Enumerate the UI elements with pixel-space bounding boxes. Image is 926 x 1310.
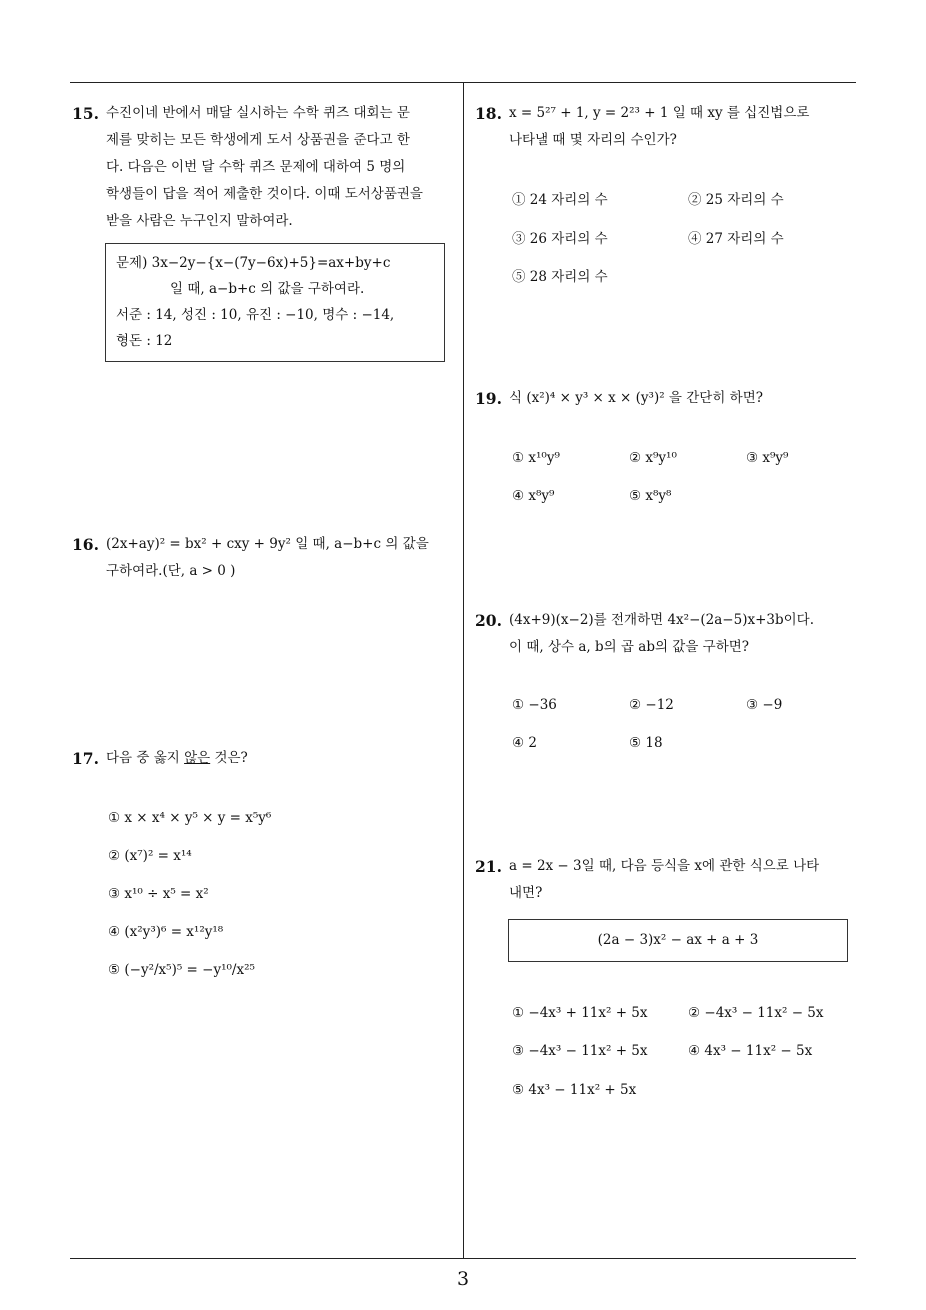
choice-5[interactable]: ⑤ 4x³ − 11x² + 5x (512, 1082, 637, 1098)
box-line: 일 때, a−b+c 의 값을 구하여라. (170, 281, 365, 297)
choice-1[interactable]: ① 24 자리의 수 (512, 192, 608, 208)
question-15 (72, 100, 457, 235)
question-number: 20. (475, 611, 502, 630)
problem-box (105, 243, 445, 362)
choice-3[interactable]: ③ x⁹y⁹ (746, 450, 789, 466)
choice-3[interactable]: ③ −4x³ − 11x² + 5x (512, 1043, 648, 1059)
choice-1[interactable]: ① −36 (512, 697, 557, 713)
question-number: 16. (72, 535, 99, 554)
choice-3[interactable]: ③ x¹⁰ ÷ x⁵ = x² (108, 886, 209, 902)
question-20 (475, 607, 860, 661)
page-number: 3 (456, 1268, 470, 1290)
question-line: 나타낼 때 몇 자리의 수인가? (509, 132, 677, 148)
choice-4[interactable]: ④ 4x³ − 11x² − 5x (688, 1043, 813, 1059)
question-16 (72, 531, 457, 585)
question-number: 21. (475, 857, 502, 876)
question-line: 학생들이 답을 적어 제출한 것이다. 이때 도서상품권을 (106, 186, 423, 202)
choice-5[interactable]: ⑤ 18 (629, 735, 663, 751)
question-line: 구하여라.(단, a > 0 ) (106, 563, 236, 579)
question-line: 내면? (509, 885, 543, 901)
choice-4[interactable]: ④ 27 자리의 수 (688, 231, 784, 247)
choice-1[interactable]: ① x¹⁰y⁹ (512, 450, 560, 466)
choice-1[interactable]: ① −4x³ + 11x² + 5x (512, 1005, 648, 1021)
question-line: a = 2x − 3일 때, 다음 등식을 x에 관한 식으로 나타 (509, 858, 820, 874)
choice-3[interactable]: ③ −9 (746, 697, 783, 713)
choice-2[interactable]: ② x⁹y¹⁰ (629, 450, 677, 466)
choice-4[interactable]: ④ (x²y³)⁶ = x¹²y¹⁸ (108, 924, 224, 940)
question-line: 다. 다음은 이번 달 수학 퀴즈 문제에 대하여 5 명의 (106, 159, 406, 175)
question-text: 다음 중 옳지 (106, 750, 185, 766)
bottom-rule (70, 1258, 856, 1259)
question-number: 19. (475, 389, 502, 408)
question-number: 15. (72, 104, 99, 123)
choice-2[interactable]: ② −4x³ − 11x² − 5x (688, 1005, 824, 1021)
box-line: 문제) 3x−2y−{x−(7y−6x)+5}=ax+by+c (116, 255, 391, 271)
expression-box: (2a − 3)x² − ax + a + 3 (508, 919, 848, 962)
choice-5[interactable]: ⑤ 28 자리의 수 (512, 269, 608, 285)
box-line: 서준 : 14, 성진 : 10, 유진 : −10, 명수 : −14, (116, 307, 395, 323)
question-line: 제를 맞히는 모든 학생에게 도서 상품권을 준다고 한 (106, 132, 410, 148)
question-line: x = 5²⁷ + 1, y = 2²³ + 1 일 때 xy 를 십진법으로 (509, 105, 810, 121)
question-text-underlined: 않은 (184, 750, 211, 766)
question-21 (475, 853, 860, 907)
question-line: 받을 사람은 누구인지 말하여라. (106, 213, 293, 229)
choice-3[interactable]: ③ 26 자리의 수 (512, 231, 608, 247)
question-19 (475, 385, 860, 412)
choice-1[interactable]: ① x × x⁴ × y⁵ × y = x⁵y⁶ (108, 810, 272, 826)
question-line: (4x+9)(x−2)를 전개하면 4x²−(2a−5)x+3b이다. (509, 612, 814, 628)
choice-4[interactable]: ④ 2 (512, 735, 537, 751)
choice-2[interactable]: ② 25 자리의 수 (688, 192, 784, 208)
choice-5[interactable]: ⑤ x⁸y⁸ (629, 488, 672, 504)
box-line: 형돈 : 12 (116, 333, 173, 349)
choice-4[interactable]: ④ x⁸y⁹ (512, 488, 555, 504)
question-18 (475, 100, 860, 154)
choice-5[interactable]: ⑤ (−y²/x⁵)⁵ = −y¹⁰/x²⁵ (108, 962, 255, 978)
question-line: 식 (x²)⁴ × y³ × x × (y³)² 을 간단히 하면? (509, 390, 763, 406)
choice-2[interactable]: ② (x⁷)² = x¹⁴ (108, 848, 192, 864)
column-divider (463, 82, 464, 1259)
question-number: 18. (475, 104, 502, 123)
question-line: (2x+ay)² = bx² + cxy + 9y² 일 때, a−b+c 의 값을 (106, 536, 429, 552)
question-17 (72, 745, 457, 772)
question-text: 것은? (210, 750, 248, 766)
question-line: 이 때, 상수 a, b의 곱 ab의 값을 구하면? (509, 639, 750, 655)
question-line: 수진이네 반에서 매달 실시하는 수학 퀴즈 대회는 문 (106, 105, 410, 121)
question-number: 17. (72, 749, 99, 768)
choice-2[interactable]: ② −12 (629, 697, 674, 713)
